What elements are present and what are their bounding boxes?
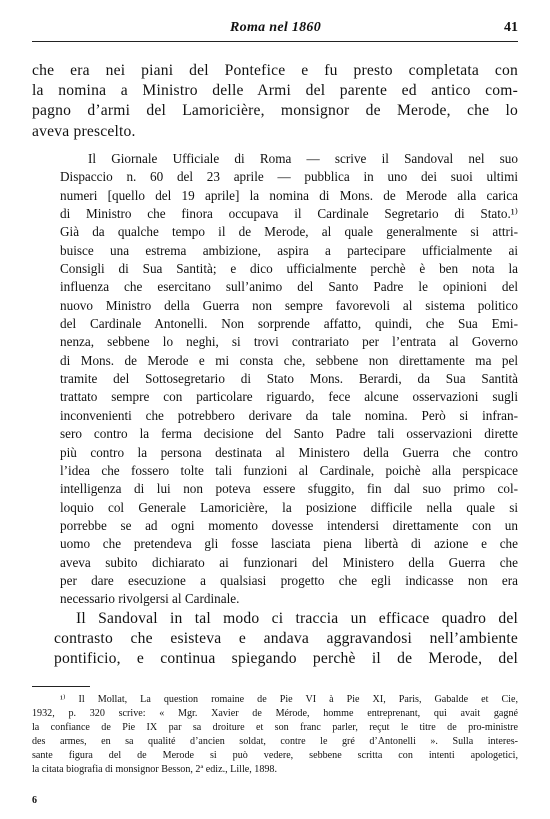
quoted-dispatch-paragraph bbox=[32, 150, 518, 609]
text-line: aveva subito dichiarato ai funzionari del Ministero della Guerra che bbox=[60, 554, 518, 570]
text-line: Il Giornale Ufficiale di Roma — scrive il Sandoval nel suo bbox=[88, 151, 518, 166]
text-line: Dispaccio n. 60 del 23 aprile — pubblica in uno dei suoi ultimi bbox=[60, 169, 518, 185]
footnote-line: des armes, en sa qualité d’ancien soldat, contre le gré d’Antonelli ». Sulla interes- bbox=[32, 736, 518, 748]
text-line: aveva prescelto. bbox=[32, 122, 136, 140]
footnote bbox=[32, 693, 518, 778]
text-line: trattato sempre con particolare riguardo, fece alcune osservazioni sugli bbox=[60, 389, 518, 405]
paragraph-1 bbox=[32, 61, 518, 142]
footnote-line: sante figura del de Merode si può vedere, sebbene scritta con intenti apologetici, bbox=[32, 750, 518, 762]
text-line: nuovo Ministro della Guerra non sempre favorevoli al sistema politico bbox=[60, 297, 518, 313]
text-line: Già da qualche tempo il de Merode, al quale generalmente si attri- bbox=[60, 224, 518, 240]
text-line: Il Sandoval in tal modo ci traccia un efficace quadro del bbox=[76, 610, 518, 627]
text-line: pontificio, e continua spiegando perchè il de Merode, del bbox=[54, 650, 518, 668]
footnote-line: la citata biografia di monsignor Besson, 2ª ediz., Lille, 1898. bbox=[32, 764, 277, 776]
footnote-rule bbox=[32, 686, 90, 687]
page-header bbox=[32, 20, 518, 38]
text-line: porrebbe se ad ogni momento dovesse intendersi direttamente con un bbox=[60, 517, 518, 533]
header-rule bbox=[32, 41, 518, 42]
text-line: sero contro la ferma decisione del Santo Padre tali osservazioni dirette bbox=[60, 426, 518, 442]
text-line: nenza, sebbene lo neghi, si trovi contrariato per l’entrata al Governo bbox=[60, 334, 518, 350]
text-line: che era nei piani del Pontefice e fu presto completata con bbox=[32, 62, 518, 79]
text-line: uomo che pretendeva gli fosse lasciata piena libertà di azione e che bbox=[60, 536, 518, 552]
page-number: 41 bbox=[504, 20, 518, 35]
running-title: Roma nel 1860 bbox=[230, 20, 322, 35]
footnote-line: la confiance de Pie IX par sa droiture et son franc parler, reçut le titre de pro-ministre bbox=[32, 722, 518, 734]
text-line: contrasto che esisteva e andava aggravandosi nell’ambiente bbox=[54, 630, 518, 648]
text-line: numeri [quello del 19 aprile] la nomina di Mons. de Merode alla carica bbox=[60, 187, 518, 203]
text-line: per dare esecuzione a qualsiasi progetto che egli indicasse non era bbox=[60, 572, 518, 588]
text-line: di Mons. de Merode e mi consta che, sebbene non direttamente ma pel bbox=[60, 352, 518, 368]
text-line: loquio col Generale Lamoricière, la posizione difficile nella quale si bbox=[60, 499, 518, 515]
text-line: del Cardinale Antonelli. Non sorprende affatto, quindi, che Sua Emi- bbox=[60, 316, 518, 332]
text-line: buisce una estrema ambizione, aspira a partecipare ufficialmente ai bbox=[60, 242, 518, 258]
footnote-line: ¹⁾ Il Mollat, La question romaine de Pie VI à Pie XI, Paris, Gabalde et Cie, bbox=[60, 694, 518, 705]
text-line: più contro la persona destinata al Ministero della Guerra che contro bbox=[60, 444, 518, 460]
text-line: influenza che esercitano sull’animo del Santo Padre le opinioni del bbox=[60, 279, 518, 295]
text-line: pagno d’armi del Lamoricière, monsignor de Merode, che lo bbox=[32, 102, 518, 120]
text-line: Consigli di Sua Santità; e dico ufficialmente perchè è ben nota la bbox=[60, 261, 518, 277]
printer-signature: 6 bbox=[32, 795, 37, 806]
text-line: inconvenienti che potrebbero derivare da tale nomina. Però si infran- bbox=[60, 407, 518, 423]
text-line: la nomina a Ministro delle Armi del parente ed antico com- bbox=[32, 82, 518, 100]
text-line: di Ministro che finora occupava il Cardinale Segretario di Stato.¹⁾ bbox=[60, 206, 518, 222]
text-line: l’idea che fossero tolte tali funzioni al Cardinale, poichè alla perspicace bbox=[60, 462, 518, 478]
paragraph-3 bbox=[32, 609, 518, 670]
text-line: tramite del Sottosegretario di Stato Mons. Berardi, da Sua Santità bbox=[60, 371, 518, 387]
text-line: necessario rivolgersi al Cardinale. bbox=[60, 591, 240, 607]
footnote-line: 1932, p. 320 scrive: « Mgr. Xavier de Mérode, homme entreprenant, qui avait gagné bbox=[32, 708, 518, 720]
text-line: intelligenza di lui non poteva essere sfuggito, fin dal suo primo col- bbox=[60, 481, 518, 497]
